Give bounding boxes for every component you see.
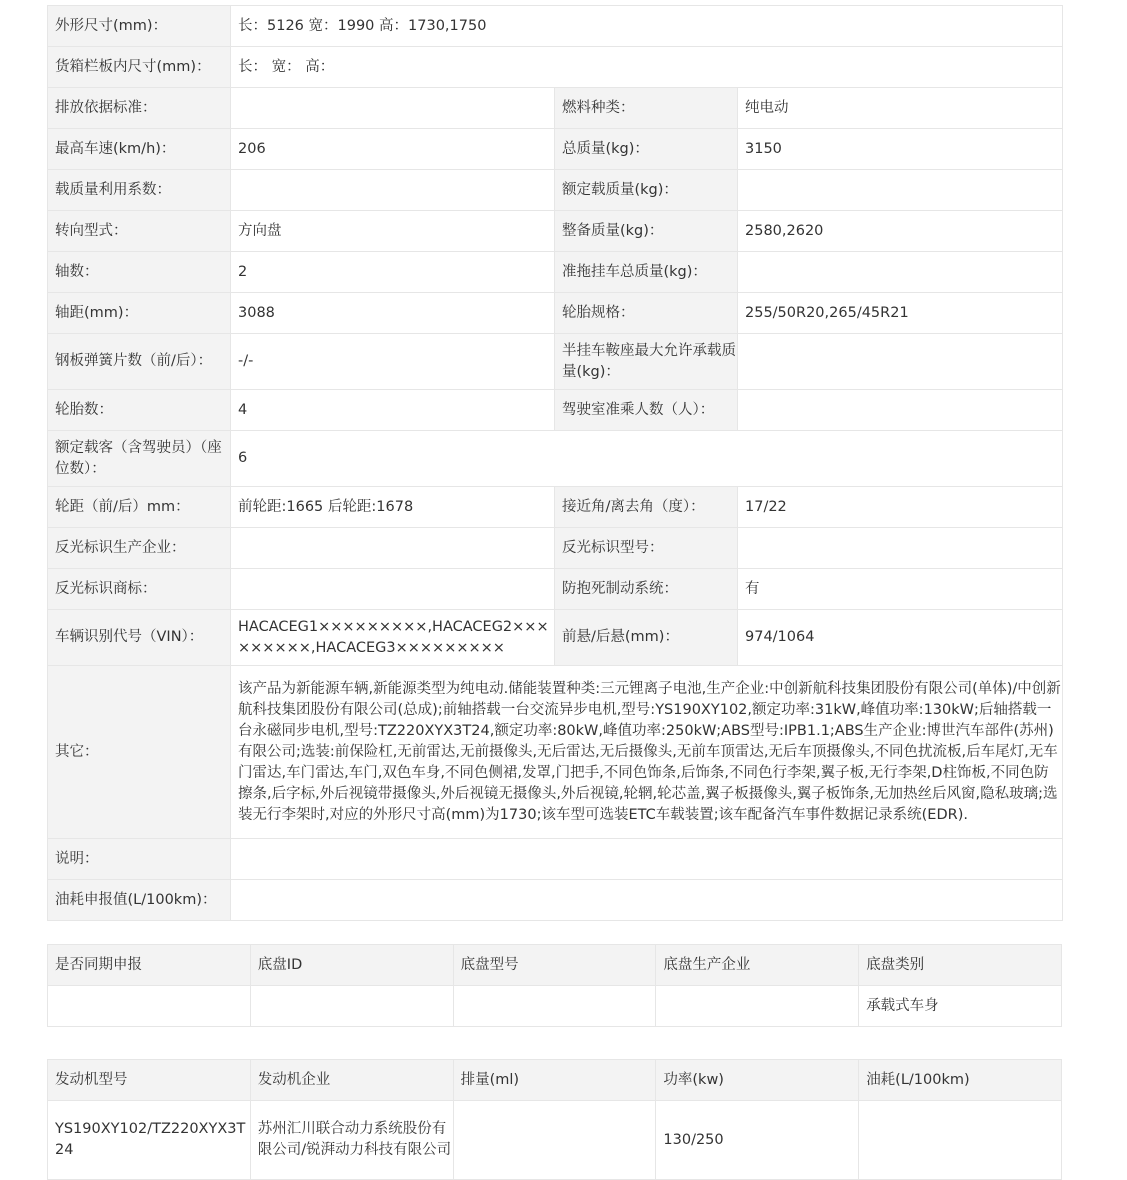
angle-label: 接近角/离去角（度）： <box>555 487 738 528</box>
wheelbase-value: 3088 <box>231 293 555 334</box>
table-row <box>48 986 1062 1027</box>
curb-mass-label: 整备质量(kg)： <box>555 211 738 252</box>
tire-count-label: 轮胎数： <box>48 390 231 431</box>
cargo-box-label: 货箱栏板内尺寸(mm)： <box>48 47 231 88</box>
saddle-label: 半挂车鞍座最大允许承载质量(kg)： <box>555 334 738 390</box>
fuel-decl-label: 油耗申报值(L/100km)： <box>48 880 231 921</box>
saddle-value <box>738 334 1063 390</box>
chassis-same-period-value <box>48 986 251 1027</box>
chassis-header-category: 底盘类别 <box>859 945 1062 986</box>
chassis-table <box>47 944 1062 1027</box>
chassis-header-model: 底盘型号 <box>453 945 656 986</box>
tire-count-value: 4 <box>231 390 555 431</box>
fuel-decl-value <box>231 880 1063 921</box>
fuel-type-label: 燃料种类： <box>555 88 738 129</box>
rated-load-label: 额定载质量(kg)： <box>555 170 738 211</box>
reflector-maker-value <box>231 528 555 569</box>
max-speed-label: 最高车速(km/h)： <box>48 129 231 170</box>
leaf-spring-value: -/- <box>231 334 555 390</box>
leaf-spring-label: 钢板弹簧片数（前/后）： <box>48 334 231 390</box>
wheelbase-label: 轴距(mm)： <box>48 293 231 334</box>
tire-spec-label: 轮胎规格： <box>555 293 738 334</box>
tire-spec-value: 255/50R20,265/45R21 <box>738 293 1063 334</box>
emission-value <box>231 88 555 129</box>
chassis-header-maker: 底盘生产企业 <box>656 945 859 986</box>
cab-passengers-label: 驾驶室准乘人数（人）： <box>555 390 738 431</box>
vin-label: 车辆识别代号（VIN）： <box>48 610 231 666</box>
note-value <box>231 839 1063 880</box>
chassis-maker-value <box>656 986 859 1027</box>
load-util-value <box>231 170 555 211</box>
engine-header-power: 功率(kw) <box>656 1060 859 1101</box>
dimensions-value: 长：5126 宽：1990 高：1730,1750 <box>231 6 1063 47</box>
load-util-label: 载质量利用系数： <box>48 170 231 211</box>
engine-header-displacement: 排量(ml) <box>453 1060 656 1101</box>
steering-label: 转向型式： <box>48 211 231 252</box>
engine-fuel-value <box>859 1101 1062 1180</box>
engine-displacement-value <box>453 1101 656 1180</box>
chassis-id-value <box>250 986 453 1027</box>
overhang-label: 前悬/后悬(mm)： <box>555 610 738 666</box>
chassis-model-value <box>453 986 656 1027</box>
vehicle-spec-table <box>47 5 1063 921</box>
fuel-type-value: 纯电动 <box>738 88 1063 129</box>
trailer-mass-label: 准拖挂车总质量(kg)： <box>555 252 738 293</box>
cargo-box-value: 长： 宽： 高： <box>231 47 1063 88</box>
engine-header-model: 发动机型号 <box>48 1060 251 1101</box>
overhang-value: 974/1064 <box>738 610 1063 666</box>
engine-header-maker: 发动机企业 <box>250 1060 453 1101</box>
reflector-brand-label: 反光标识商标： <box>48 569 231 610</box>
dimensions-label: 外形尺寸(mm)： <box>48 6 231 47</box>
note-label: 说明： <box>48 839 231 880</box>
other-value: 该产品为新能源车辆,新能源类型为纯电动.储能装置种类:三元锂离子电池,生产企业:中创新航科技集团股份有限公司(单体)/中创新航科技集团股份有限公司(总成);前轴搭载一台交流异步电机,型号:YS190XY102,额定功率:31kW,峰值功率:130kW;后轴搭载一台永磁同步电机,型号:TZ220XYX3T24,额定功率:80kW,峰值功率:250kW;ABS型号:IPB1.1;ABS生产企业:博世汽车部件(苏州)有限公司;选装:前保险杠,无前雷达,无前摄像头,无后雷达,无后摄像头,无前车顶雷达,无后车顶摄像头,不同色扰流板,后车尾灯,无车门雷达,车门雷达,车门,双色车身,不同色侧裙,发罩,门把手,不同色饰条,后饰条,不同色行李架,翼子板,无行李架,D柱饰板,不同色防擦条,后字标,外后视镜带摄像头,外后视镜无摄像头,外后视镜,轮辋,轮芯盖,翼子板摄像头,翼子板饰条,无加热丝后风窗,隐私玻璃;选装无行李架时,对应的外形尺寸高(mm)为1730;该车型可选装ETC车载装置;该车配备汽车事件数据记录系统(EDR). <box>231 666 1063 839</box>
chassis-header-same-period: 是否同期申报 <box>48 945 251 986</box>
engine-header-fuel: 油耗(L/100km) <box>859 1060 1062 1101</box>
cab-passengers-value <box>738 390 1063 431</box>
reflector-maker-label: 反光标识生产企业： <box>48 528 231 569</box>
engine-power-value: 130/250 <box>656 1101 859 1180</box>
reflector-model-label: 反光标识型号： <box>555 528 738 569</box>
rated-seats-value: 6 <box>231 431 1063 487</box>
engine-table <box>47 1059 1062 1180</box>
vin-value: HACACEG1×××××××××,HACACEG2×××××××××,HACACEG3××××××××× <box>231 610 555 666</box>
engine-model-value: YS190XY102/TZ220XYX3T24 <box>48 1101 251 1180</box>
angle-value: 17/22 <box>738 487 1063 528</box>
track-value: 前轮距:1665 后轮距:1678 <box>231 487 555 528</box>
chassis-category-value: 承载式车身 <box>859 986 1062 1027</box>
reflector-brand-value <box>231 569 555 610</box>
trailer-mass-value <box>738 252 1063 293</box>
total-mass-value: 3150 <box>738 129 1063 170</box>
reflector-model-value <box>738 528 1063 569</box>
curb-mass-value: 2580,2620 <box>738 211 1063 252</box>
steering-value: 方向盘 <box>231 211 555 252</box>
axles-value: 2 <box>231 252 555 293</box>
other-label: 其它： <box>48 666 231 839</box>
abs-value: 有 <box>738 569 1063 610</box>
rated-load-value <box>738 170 1063 211</box>
total-mass-label: 总质量(kg)： <box>555 129 738 170</box>
max-speed-value: 206 <box>231 129 555 170</box>
axles-label: 轴数： <box>48 252 231 293</box>
chassis-header-id: 底盘ID <box>250 945 453 986</box>
abs-label: 防抱死制动系统： <box>555 569 738 610</box>
table-row <box>48 1101 1062 1180</box>
rated-seats-label: 额定载客（含驾驶员）（座位数）： <box>48 431 231 487</box>
engine-maker-value: 苏州汇川联合动力系统股份有限公司/锐湃动力科技有限公司 <box>250 1101 453 1180</box>
emission-label: 排放依据标准： <box>48 88 231 129</box>
track-label: 轮距（前/后）mm： <box>48 487 231 528</box>
